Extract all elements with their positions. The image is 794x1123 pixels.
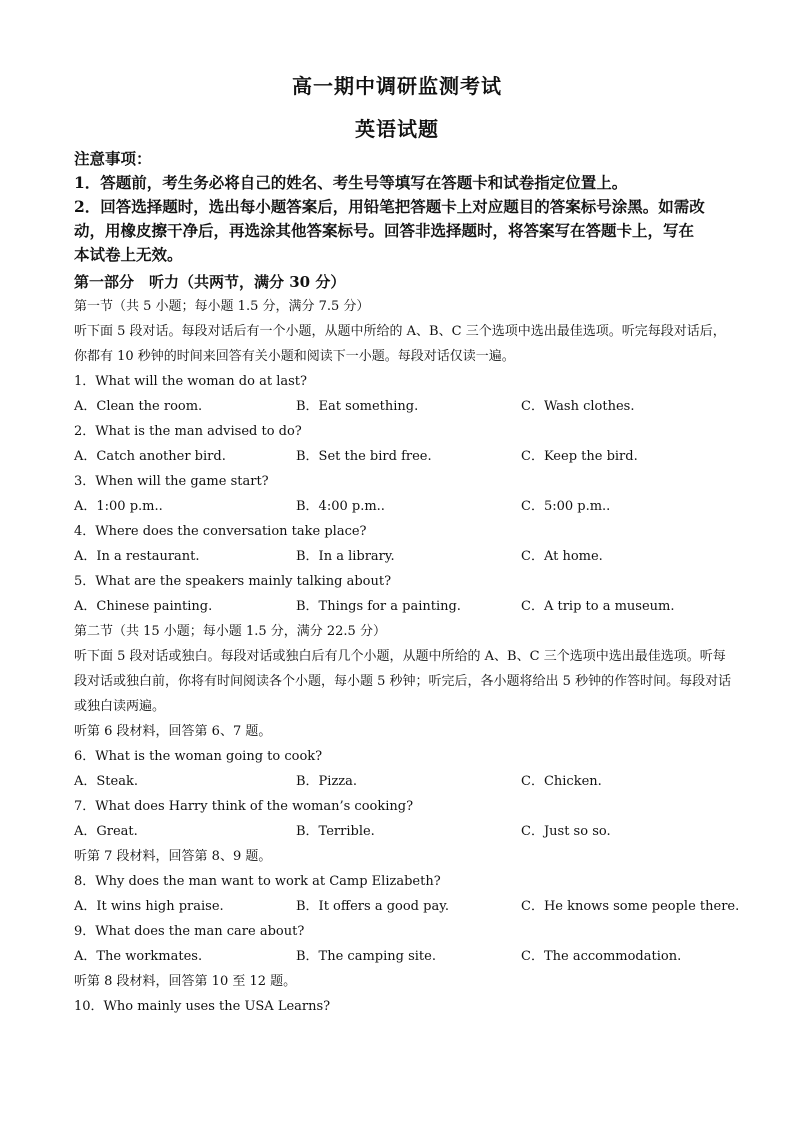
options-6 xyxy=(74,769,734,794)
section2-instructions: 听下面 5 段对话或独白。每段对话或独白后有几个小题，从题中所给的 A、B、C 三个选项中选出最佳选项。听每段对话或独白前，你将有时间阅读各个小题，每小题 5 秒钟；听完后，各小题将给出 5 秒钟的作答时间。每段对话或独白读两遍。 xyxy=(74,649,732,714)
part1-heading: 第一部分 听力（共两节，满分 30 分） xyxy=(74,273,346,291)
option-c: C．A trip to a museum. xyxy=(521,599,675,614)
options-5 xyxy=(74,594,734,619)
question-10: 10．Who mainly uses the USA Learns? xyxy=(74,999,331,1014)
question-5: 5．What are the speakers mainly talking about? xyxy=(74,574,392,589)
option-c: C．Just so so. xyxy=(521,824,611,839)
option-a: A．Clean the room. xyxy=(74,399,203,414)
exam-title: 高一期中调研监测考试 xyxy=(292,74,502,98)
material-6-note: 听第 6 段材料，回答第 6、7 题。 xyxy=(74,724,272,739)
option-c: C．Chicken. xyxy=(521,774,602,789)
options-1 xyxy=(74,394,734,419)
option-b: B．In a library. xyxy=(296,549,395,564)
option-a: A．Great. xyxy=(74,824,138,839)
option-a: A．The workmates. xyxy=(74,949,203,964)
option-b: B．The camping site. xyxy=(296,949,436,964)
question-4: 4．Where does the conversation take place? xyxy=(74,524,367,539)
exam-subtitle: 英语试题 xyxy=(355,117,439,141)
options-4 xyxy=(74,544,734,569)
options-9 xyxy=(74,944,734,969)
options-2 xyxy=(74,444,734,469)
options-8 xyxy=(74,894,740,919)
notes-line: 本试卷上无效。 xyxy=(74,245,183,264)
section1-heading: 第一节（共 5 小题；每小题 1.5 分，满分 7.5 分） xyxy=(74,299,370,314)
question-6: 6．What is the woman going to cook? xyxy=(74,749,323,764)
notes-line: 2．回答选择题时，选出每小题答案后，用铅笔把答题卡上对应题目的答案标号涂黑。如需改 xyxy=(74,197,705,216)
option-b: B．It offers a good pay. xyxy=(296,899,449,914)
material-8-note: 听第 8 段材料，回答第 10 至 12 题。 xyxy=(74,974,297,989)
option-a: A．Steak. xyxy=(74,774,138,789)
option-c: C．At home. xyxy=(521,549,603,564)
option-c: C．Wash clothes. xyxy=(521,399,635,414)
option-c: C．Keep the bird. xyxy=(521,449,638,464)
option-b: B．Terrible. xyxy=(296,824,375,839)
material-7-note: 听第 7 段材料，回答第 8、9 题。 xyxy=(74,849,272,864)
question-1: 1．What will the woman do at last? xyxy=(74,374,307,389)
options-3 xyxy=(74,494,734,519)
question-8: 8．Why does the man want to work at Camp Elizabeth? xyxy=(74,874,441,889)
notes-heading: 注意事项： xyxy=(74,149,152,168)
question-3: 3．When will the game start? xyxy=(74,474,269,489)
option-a: A．In a restaurant. xyxy=(74,549,200,564)
notes-line: 动，用橡皮擦干净后，再选涂其他答案标号。回答非选择题时，将答案写在答题卡上，写在 xyxy=(74,221,695,240)
option-c: C．The accommodation. xyxy=(521,949,682,964)
option-c: C．He knows some people there. xyxy=(521,899,740,914)
question-7: 7．What does Harry think of the woman’s cooking? xyxy=(74,799,414,814)
option-b: B．Things for a painting. xyxy=(296,599,461,614)
option-b: B．Set the bird free. xyxy=(296,449,432,464)
option-a: A．It wins high praise. xyxy=(74,899,224,914)
question-9: 9．What does the man care about? xyxy=(74,924,305,939)
option-b: B．Eat something. xyxy=(296,399,419,414)
option-a: A．Catch another bird. xyxy=(74,449,226,464)
option-b: B．4:00 p.m.. xyxy=(296,499,385,514)
options-7 xyxy=(74,819,734,844)
notes-block xyxy=(74,147,734,267)
section2-heading: 第二节（共 15 小题；每小题 1.5 分，满分 22.5 分） xyxy=(74,624,386,639)
option-b: B．Pizza. xyxy=(296,774,358,789)
listening-part xyxy=(74,270,740,1019)
option-c: C．5:00 p.m.. xyxy=(521,499,611,514)
section1-instructions: 听下面 5 段对话。每段对话后有一个小题，从题中所给的 A、B、C 三个选项中选出最佳选项。听完每段对话后，你都有 10 秒钟的时间来回答有关小题和阅读下一小题。每段对话仅读一遍。 xyxy=(74,324,726,364)
option-a: A．1:00 p.m.. xyxy=(74,499,163,514)
question-2: 2．What is the man advised to do? xyxy=(74,424,302,439)
option-a: A．Chinese painting. xyxy=(74,599,213,614)
notes-line: 1．答题前，考生务必将自己的姓名、考生号等填写在答题卡和试卷指定位置上。 xyxy=(74,173,628,192)
